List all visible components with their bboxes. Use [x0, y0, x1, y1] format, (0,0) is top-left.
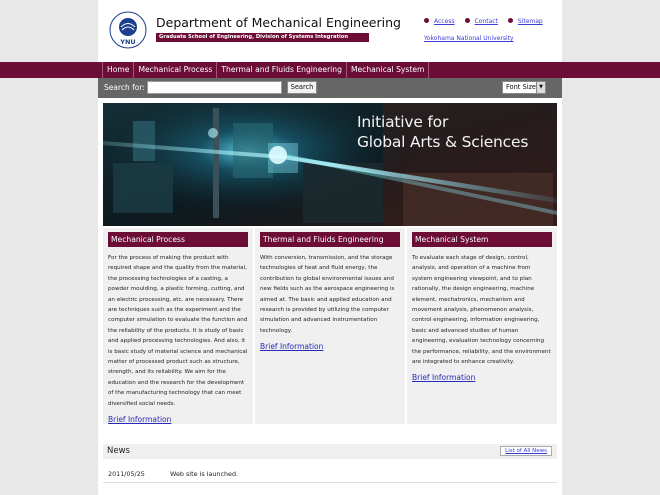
font-size-label: Font Size [506, 83, 536, 91]
font-size-select[interactable] [502, 81, 546, 94]
column-body: With conversion, transmission, and the storage technologies of heat and fluid energy, the contribution to global environmental issues and new fields such as the aerospace engineering is aimed at. The basic and applied education and research is provided by utilizing the computer simulation and advanced instrumentation technology. [260, 255, 395, 334]
news-text: Web site is launched. [170, 470, 239, 478]
column-heading: Mechanical System [412, 232, 552, 247]
column-body: To evaluate each stage of design, control, analysis, and operation of a machine from system engineering viewpoint, and to plan rationally, the design engineering, machine element, mechatronics, mechanism and movement analysis, phenomenon analysis, control engineering, information engineering, basic and advanced studies of human engineering, evaluation technology concerning the performance, reliability, and the environment are integrated to enhance creativity. [412, 255, 551, 366]
hero-banner [103, 103, 557, 226]
logo-text: YNU [120, 38, 136, 46]
column-body: For the process of making the product with required shape and the quality from the material, the processing technologies of a casting, a powder moulding, a plastic forming, cutting, and an electric processing, etc. are necessary. There are techniques such as the experiment and the computer simulation to evaluate the function and the reliability of the products. It is study of basic and applied processing technologies. And also, it is basic study of material science and mechanical matter of processed product such as structure, strength, and its reliability. We aim for the education and the research for the development of the manufacturing technology that can meet diversified social needs. [108, 255, 248, 407]
hero-line-2: Global Arts & Sciences [357, 133, 529, 151]
news-item [103, 466, 557, 483]
sitemap-link[interactable]: Sitemap [517, 18, 543, 25]
search-button[interactable]: Search [287, 81, 317, 94]
bullet-icon [424, 18, 429, 23]
column-mechanical-process [103, 228, 253, 424]
site-header [98, 0, 562, 62]
nav-item-home[interactable]: Home [102, 62, 134, 78]
nav-item-thermal-fluids[interactable]: Thermal and Fluids Engineering [217, 62, 347, 78]
dropdown-arrow-icon[interactable]: ▼ [536, 82, 545, 93]
access-link[interactable]: Access [434, 18, 455, 25]
search-bar [98, 78, 562, 98]
column-heading: Mechanical Process [108, 232, 248, 247]
university-link[interactable]: Yokohama National University [424, 35, 514, 42]
bullet-icon [508, 18, 513, 23]
search-input[interactable] [147, 81, 282, 94]
search-label: Search for: [104, 83, 145, 92]
main-nav [102, 62, 429, 78]
all-news-button[interactable]: List of All News [500, 446, 552, 456]
brief-information-link[interactable]: Brief Information [260, 342, 324, 352]
hero-line-1: Initiative for [357, 113, 449, 131]
page-subtitle: Graduate School of Engineering, Division of Systems Integration [156, 33, 369, 42]
column-thermal-fluids [255, 228, 405, 424]
university-logo[interactable] [108, 10, 148, 50]
column-mechanical-system [407, 228, 557, 424]
bullet-icon [465, 18, 470, 23]
contact-link[interactable]: Contact [474, 18, 498, 25]
utility-links [424, 18, 553, 25]
page-title: Department of Mechanical Engineering [156, 15, 401, 30]
news-header [103, 444, 557, 459]
hero-caption [357, 112, 528, 152]
nav-item-mechanical-process[interactable]: Mechanical Process [134, 62, 217, 78]
news-title: News [107, 446, 130, 456]
brief-information-link[interactable]: Brief Information [108, 415, 172, 425]
column-heading: Thermal and Fluids Engineering [260, 232, 400, 247]
brief-information-link[interactable]: Brief Information [412, 373, 476, 383]
nav-item-mechanical-system[interactable]: Mechanical System [347, 62, 429, 78]
news-date: 2011/05/25 [108, 470, 145, 478]
